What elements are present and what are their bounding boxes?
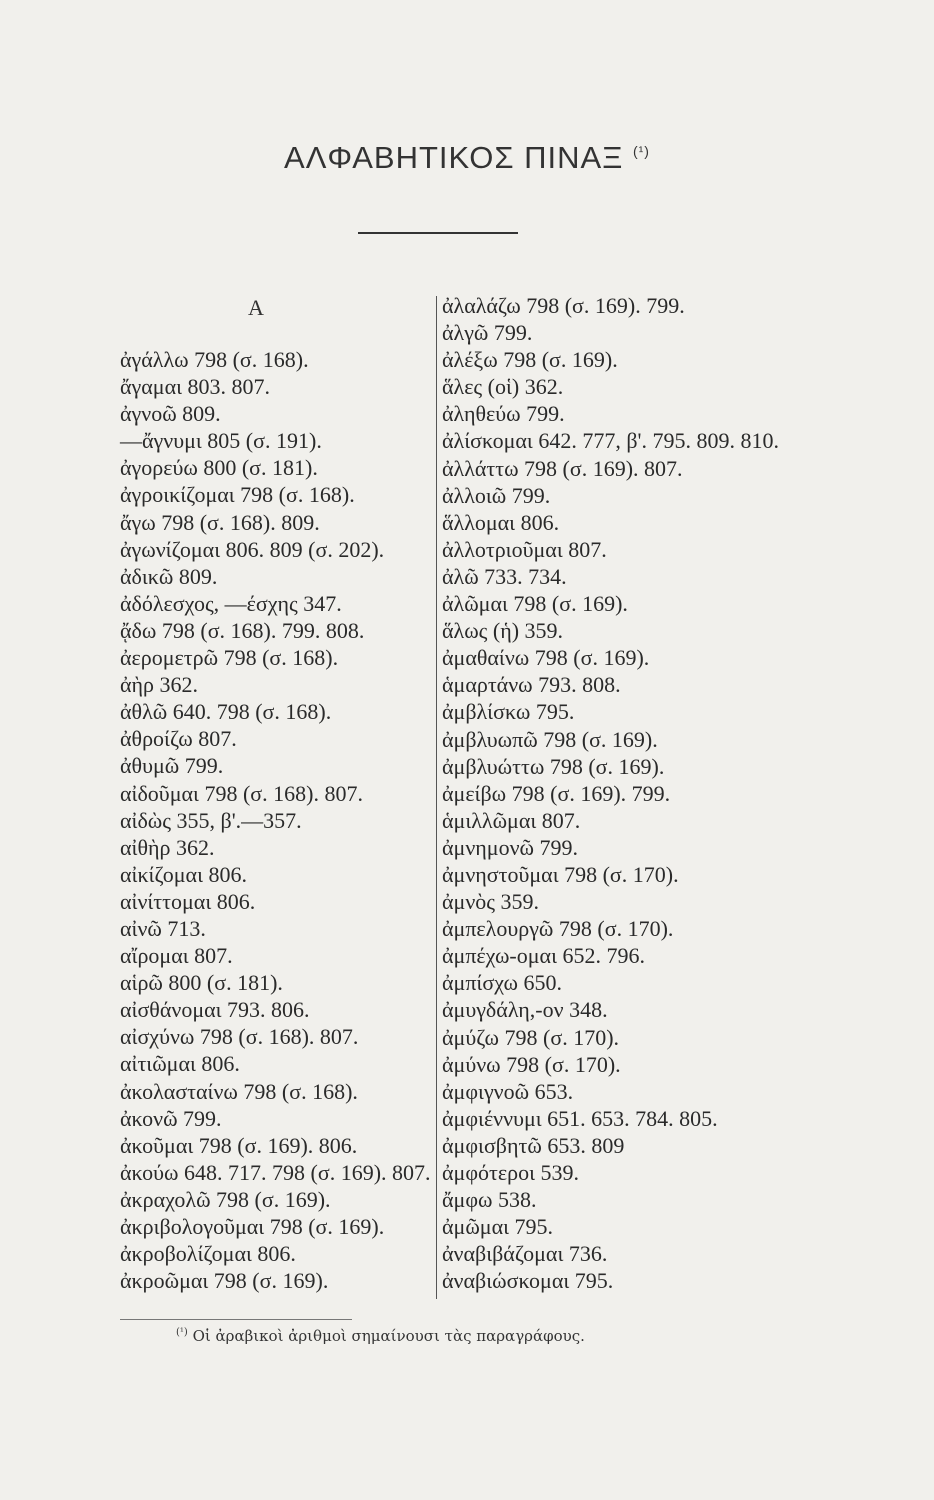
- index-entry: ἀγορεύω 800 (σ. 181).: [120, 455, 318, 481]
- section-letter: Α: [248, 295, 264, 320]
- index-entry: ἀλγῶ 799.: [442, 320, 533, 346]
- title-rule: [358, 232, 518, 234]
- index-entry: αἰτιῶμαι 806.: [120, 1051, 240, 1077]
- index-entry: —ἄγνυμι 805 (σ. 191).: [120, 428, 322, 454]
- index-entry: ἀμύνω 798 (σ. 170).: [442, 1051, 621, 1077]
- index-entry: ἀκονῶ 799.: [120, 1105, 222, 1131]
- index-entry: ἀερομετρῶ 798 (σ. 168).: [120, 645, 339, 671]
- index-entry: ᾄδω 798 (σ. 168). 799. 808.: [120, 617, 365, 643]
- footnote-rule: [120, 1319, 352, 1320]
- index-entry: ἀγάλλω 798 (σ. 168).: [120, 347, 309, 372]
- index-entry: ἀκραχολῶ 798 (σ. 169).: [120, 1186, 331, 1212]
- footnote: [176, 1327, 585, 1345]
- index-entry: ἀμπίσχω 650.: [442, 970, 562, 996]
- index-entry: ἀλαλάζω 798 (σ. 169). 799.: [442, 293, 685, 318]
- index-entry: ἀγροικίζομαι 798 (σ. 168).: [120, 482, 355, 508]
- index-entry: ἀκροβολίζομαι 806.: [120, 1241, 296, 1267]
- index-entry: αἰθὴρ 362.: [120, 834, 215, 860]
- index-entry: ἀλλοιῶ 799.: [442, 482, 551, 508]
- index-entry: ἀμῶμαι 795.: [442, 1214, 554, 1240]
- column-divider: [436, 296, 437, 1299]
- index-entry: ἀλῶ 733. 734.: [442, 563, 567, 589]
- index-entry: ἀγνοῶ 809.: [120, 401, 221, 427]
- index-entry: αἰδὼς 355, β'.—357.: [120, 807, 302, 833]
- index-entry: ἀληθεύω 799.: [442, 401, 565, 427]
- index-entry: ἁμιλλῶμαι 807.: [442, 807, 581, 833]
- footnote-text: Οἱ ἀραβικοὶ ἀριθμοὶ σημαίνουσι τὰς παραγράφους.: [192, 1327, 585, 1345]
- index-entry: ἀμπελουργῶ 798 (σ. 170).: [442, 916, 674, 942]
- index-entry: ἀμφιγνοῶ 653.: [442, 1078, 574, 1104]
- index-entry: ἀθροίζω 807.: [120, 726, 237, 752]
- index-entry: ἀναβιώσκομαι 795.: [442, 1268, 614, 1294]
- index-entry: αἱρῶ 800 (σ. 181).: [120, 970, 283, 996]
- index-entry: ἀμυγδάλη,-ον 348.: [442, 997, 608, 1023]
- index-entry: ἅλως (ἡ) 359.: [442, 618, 564, 644]
- index-entry: ἀμβλυωπῶ 798 (σ. 169).: [442, 726, 658, 752]
- index-entry: ἀμείβω 798 (σ. 169). 799.: [442, 780, 671, 806]
- index-entry: ἀκούω 648. 717. 798 (σ. 169). 807.: [120, 1159, 431, 1185]
- index-entry: ἀμπέχω-ομαι 652. 796.: [442, 943, 645, 969]
- page-title-text: ΑΛΦΑΒΗΤΙΚΟΣ ΠΙΝΑΞ: [284, 140, 624, 175]
- index-entry: αἰκίζομαι 806.: [120, 861, 247, 887]
- index-entry: αἰσθάνομαι 793. 806.: [120, 997, 310, 1023]
- index-entry: ἀκριβολογοῦμαι 798 (σ. 169).: [120, 1214, 385, 1239]
- index-entry: ἀθυμῶ 799.: [120, 753, 224, 779]
- index-entry: ἀμνημονῶ 799.: [442, 834, 578, 860]
- index-entry: ἀθλῶ 640. 798 (σ. 168).: [120, 699, 332, 725]
- index-entry: ἁμαρτάνω 793. 808.: [442, 672, 621, 698]
- index-entry: ἀκοῦμαι 798 (σ. 169). 806.: [120, 1132, 358, 1158]
- index-entry: αἰνῶ 713.: [120, 915, 206, 941]
- index-entry: ἀλέξω 798 (σ. 169).: [442, 347, 618, 373]
- index-entry: ἀμνὸς 359.: [442, 889, 539, 915]
- index-entry: αἰδοῦμαι 798 (σ. 168). 807.: [120, 780, 363, 806]
- index-entry: ἀμφισβητῶ 653. 809: [442, 1132, 625, 1158]
- page-title: [0, 140, 934, 176]
- index-entry: ἀλλοτριοῦμαι 807.: [442, 536, 607, 562]
- index-entry: αἴρομαι 807.: [120, 943, 233, 969]
- index-entry: ἀμύζω 798 (σ. 170).: [442, 1024, 620, 1050]
- index-entry: ἀλλάττω 798 (σ. 169). 807.: [442, 455, 683, 481]
- index-entry: ἀκολασταίνω 798 (σ. 168).: [120, 1078, 358, 1104]
- left-index-column: [120, 346, 431, 1294]
- index-entry: ἄγαμαι 803. 807.: [120, 374, 271, 400]
- index-entry: ἀδόλεσχος, —έσχης 347.: [120, 590, 342, 616]
- index-entry: ἀδικῶ 809.: [120, 563, 218, 589]
- index-entry: ἀκροῶμαι 798 (σ. 169).: [120, 1268, 329, 1294]
- index-entry: ἀγωνίζομαι 806. 809 (σ. 202).: [120, 536, 385, 562]
- index-entry: ἀναβιβάζομαι 736.: [442, 1241, 608, 1267]
- index-entry: ἀμαθαίνω 798 (σ. 169).: [442, 645, 650, 671]
- index-entry: ἀλῶμαι 798 (σ. 169).: [442, 591, 628, 617]
- index-entry: ἅλλομαι 806.: [442, 509, 560, 535]
- index-entry: ἀμνηστοῦμαι 798 (σ. 170).: [442, 861, 679, 887]
- index-entry: ἀλίσκομαι 642. 777, β'. 795. 809. 810.: [442, 428, 779, 454]
- footnote-reference: (¹): [632, 143, 650, 159]
- right-index-column: [442, 292, 779, 1294]
- index-entry: αἰσχύνω 798 (σ. 168). 807.: [120, 1024, 359, 1050]
- index-entry: ἀμβλυώττω 798 (σ. 169).: [442, 753, 665, 779]
- index-entry: ἀμφιέννυμι 651. 653. 784. 805.: [442, 1105, 718, 1131]
- footnote-marker: (¹): [176, 1327, 188, 1338]
- index-entry: ἀμβλίσκω 795.: [442, 699, 575, 725]
- index-entry: ἄμφω 538.: [442, 1187, 537, 1213]
- index-entry: ἅλες (οἱ) 362.: [442, 374, 564, 400]
- index-entry: αἰνίττομαι 806.: [120, 888, 256, 914]
- index-entry: ἄγω 798 (σ. 168). 809.: [120, 509, 320, 535]
- index-entry: ἀὴρ 362.: [120, 672, 199, 698]
- index-entry: ἀμφότεροι 539.: [442, 1160, 579, 1185]
